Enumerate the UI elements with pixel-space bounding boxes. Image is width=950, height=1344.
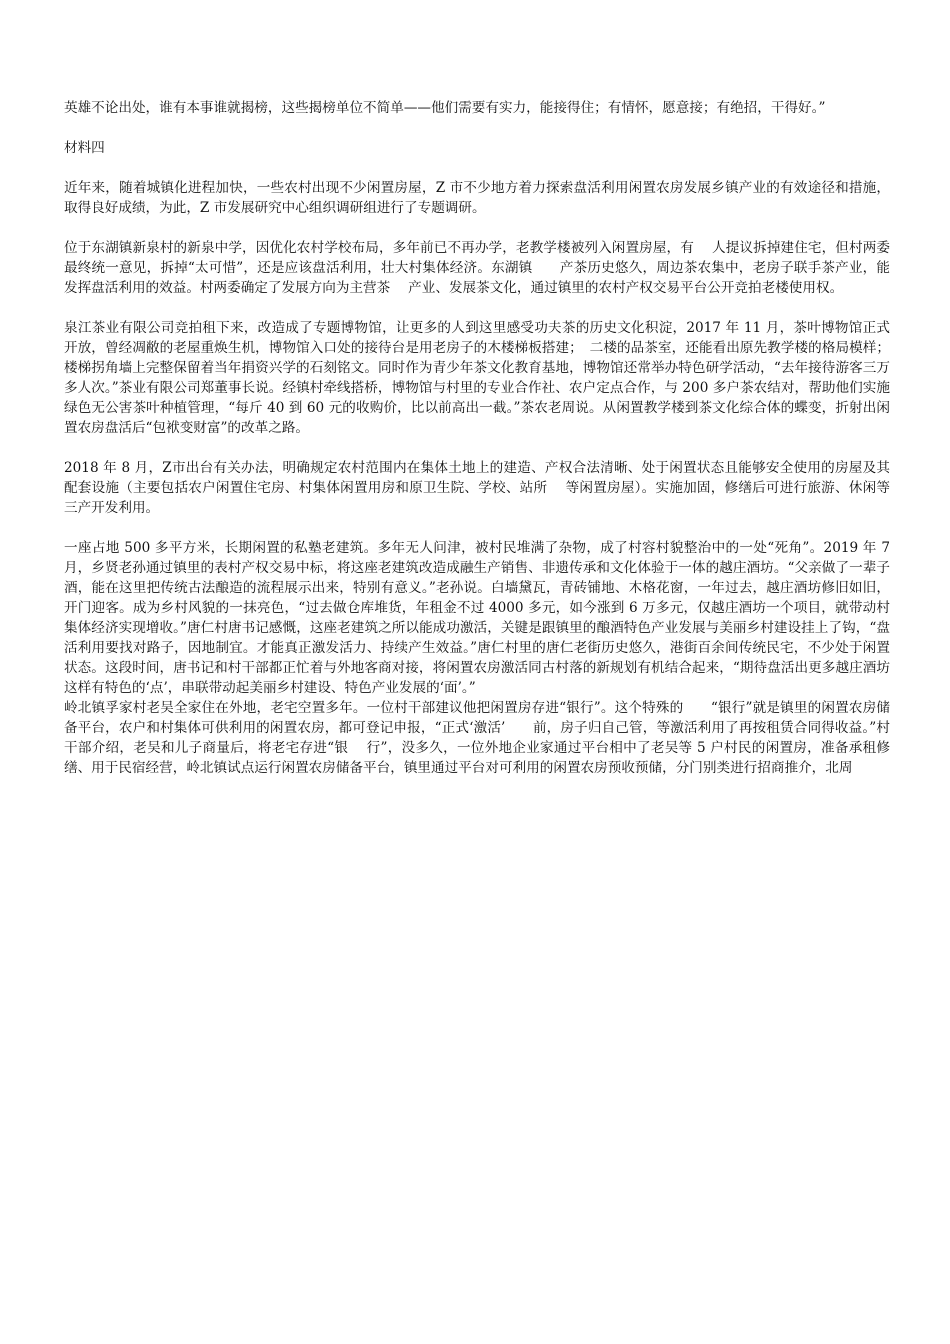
paragraph-background: 近年来，随着城镇化进程加快，一些农村出现不少闲置房屋，Z 市不少地方着力探索盘活利用闲置农房发展乡镇产业的有效途径和措施，取得良好成绩，为此，Z 市发展研究中心组织调研组进行了专题调研。: [64, 180, 890, 216]
section-heading: 材料四: [64, 140, 105, 156]
paragraph-yuezhuang-winery: 一座占地 500 多平方米，长期闲置的私塾老建筑。多年无人问津，被村民堆满了杂物，成了村容村貌整治中的一处“死角”。2019 年 7 月，乡贤老孙通过镇里的表村产权交易中标，将这座老建筑改造成融生产销售、非遗传承和文化体验于一体的越庄酒坊。“父亲做了一辈子酒，能在这里把传统古法酿造的流程展示出来，特别有意义。”老孙说。白墙黛瓦，青砖铺地、木格花窗，一年过去，越庄酒坊修旧如旧，开门迎客。成为乡村风貌的一抹亮色，“过去做仓库堆货，年租金不过 4000 多元，如今涨到 6 万多元，仅越庄酒坊一个项目，就带动村集体经济实现增收。”唐仁村唐书记感慨，这座老建筑之所以能成功激活，关键是跟镇里的酿酒特色产业发展与美丽乡村建设挂上了钩，“盘活利用要找对路子，因地制宜。才能真正激发活力、持续产生效益。”唐仁村里的唐仁老街历史悠久，港街百余间传统民宅，不少处于闲置状态。这段时间，唐书记和村干部都正忙着与外地客商对接，将闲置农房激活同古村落的新规划有机结合起来，“期待盘活出更多越庄酒坊这样有特色的‘点’，串联带动起美丽乡村建设、特色产业发展的‘面’。”: [64, 540, 890, 696]
paragraph-intro-quote: 英雄不论出处，谁有本事谁就揭榜，这些揭榜单位不简单——他们需要有实力，能接得住；有情怀，愿意接；有绝招，干得好。”: [64, 100, 826, 116]
document-body: [64, 98, 890, 778]
paragraph-xinquan-school: 位于东湖镇新泉村的新泉中学，因优化农村学校布局，多年前已不再办学，老教学楼被列入闲置房屋，有 人提议拆掉建住宅，但村两委最终统一意见，拆掉“太可惜”，还是应该盘活利用，壮大村集体经济。东湖镇 产茶历史悠久，周边茶农集中，老房子联手茶产业，能发挥盘活利用的效益。村两委确定了发展方向为主营茶 产业、发展茶文化，通过镇里的农村产权交易平台公开竞拍老楼使用权。: [64, 240, 890, 296]
paragraph-house-bank: 岭北镇孚家村老吴全家住在外地，老宅空置多年。一位村干部建议他把闲置房存进“银行”。这个特殊的 “银行”就是镇里的闲置农房储备平台，农户和村集体可供利用的闲置农房，都可登记申报，“正式‘激活’ 前，房子归自己管，等激活利用了再按租赁合同得收益。”村干部介绍，老吴和儿子商量后，将老宅存进“银 行”，没多久，一位外地企业家通过平台相中了老吴等 5 户村民的闲置房，准备承租修缮、用于民宿经营，岭北镇试点运行闲置农房储备平台，镇里通过平台对可利用的闲置农房预收预储，分门别类进行招商推介，北周: [64, 700, 890, 776]
paragraph-tea-museum: 泉江茶业有限公司竞拍租下来，改造成了专题博物馆，让更多的人到这里感受功夫茶的历史文化积淀，2017 年 11 月，茶叶博物馆正式开放，曾经凋敝的老屋重焕生机，博物馆入口处的接待台是用老房子的木楼梯板搭建； 二楼的品茶室，还能看出原先教学楼的格局模样；楼梯拐角墙上完整保留着当年捐资兴学的石刻铭文。同时作为青少年茶文化教育基地，博物馆还常举办特色研学活动，“去年接待游客三万多人次。”茶业有限公司郑董事长说。经镇村牵线搭桥，博物馆与村里的专业合作社、农户定点合作，与 200 多户茶农结对，帮助他们实施绿色无公害茶叶种植管理，“每斤 40 到 60 元的收购价，比以前高出一截。”茶农老周说。从闲置教学楼到茶文化综合体的蝶变，折射出闲置农房盘活后“包袱变财富”的改革之路。: [64, 320, 890, 436]
paragraph-policy-2018: 2018 年 8 月，Z市出台有关办法，明确规定农村范围内在集体土地上的建造、产权合法清晰、处于闲置状态且能够安全使用的房屋及其配套设施（主要包括农户闲置住宅房、村集体闲置用房和原卫生院、学校、站所 等闲置房屋）。实施加固，修缮后可进行旅游、休闲等三产开发利用。: [64, 460, 890, 516]
